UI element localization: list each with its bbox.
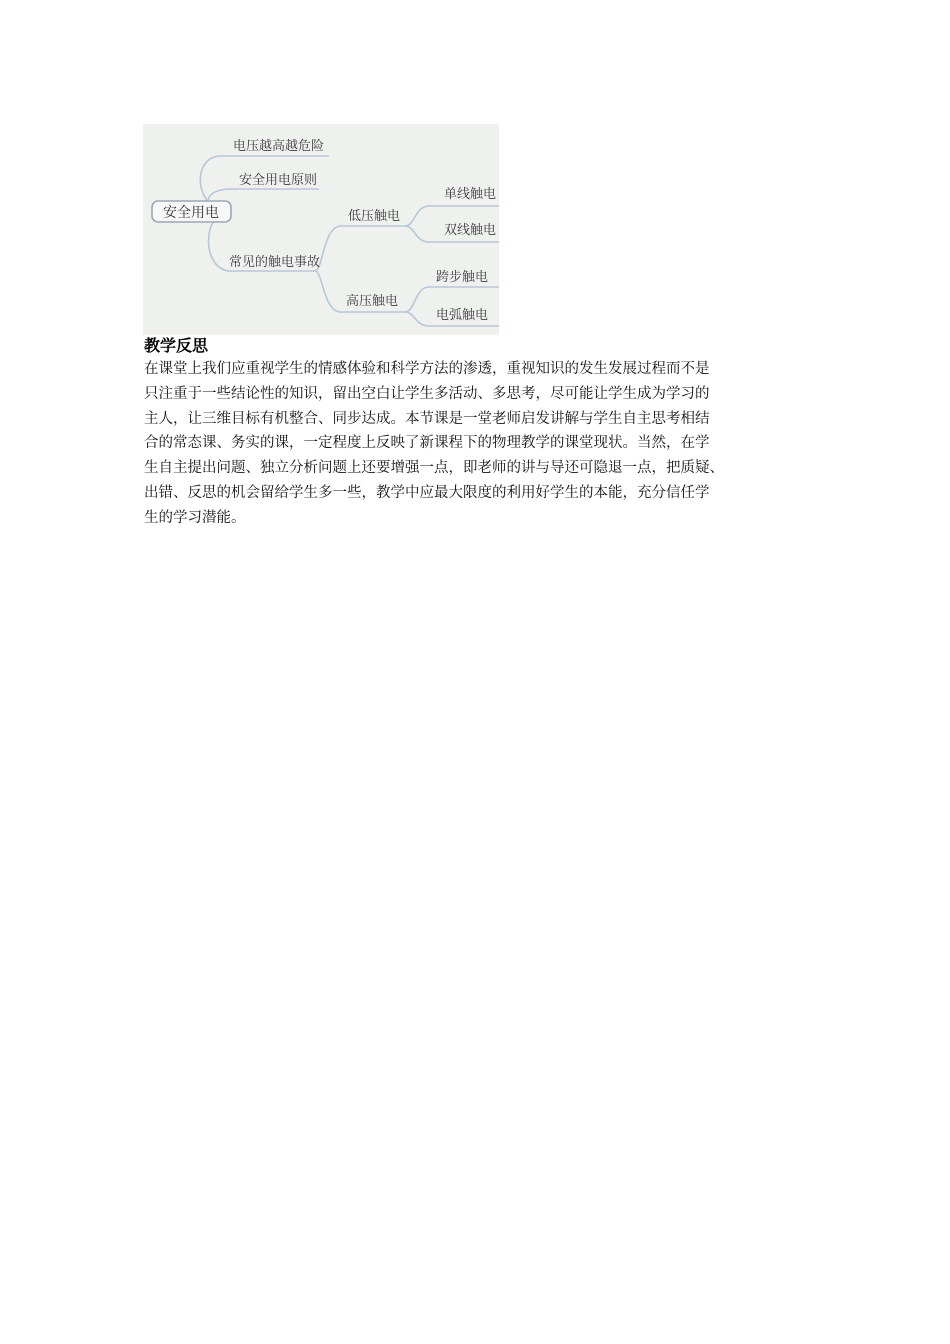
reflection-line: 出错、反思的机会留给学生多一些，教学中应最大限度的利用好学生的本能，充分信任学	[144, 484, 710, 501]
section-title-teaching-reflection: 教学反思	[144, 336, 209, 355]
reflection-line: 在课堂上我们应重视学生的情感体验和科学方法的渗透，重视知识的发生发展过程而不是	[144, 361, 710, 377]
mind-map-branch-high-voltage-danger: 电压越高越危险	[233, 139, 325, 154]
mind-map-image	[143, 124, 499, 335]
mind-map-node-high-voltage: 高压触电	[346, 294, 399, 309]
mind-map-leaf-step-voltage: 跨步触电	[436, 270, 489, 285]
reflection-line: 合的常态课、务实的课，一定程度上反映了新课程下的物理教学的课堂现状。当然，在学	[144, 435, 710, 452]
reflection-line: 生自主提出问题、独立分析问题上还要增强一点，即老师的讲与导还可隐退一点，把质疑、	[144, 460, 724, 477]
mind-map-leaf-double-wire: 双线触电	[444, 223, 497, 238]
mind-map-leaf-single-wire: 单线触电	[444, 187, 497, 202]
mind-map-root: 安全用电	[163, 205, 219, 221]
teaching-reflection-paragraph	[144, 357, 820, 531]
connector-accidents-low	[315, 226, 405, 271]
mind-map-branch-common-accidents: 常见的触电事故	[229, 255, 321, 270]
mind-map-branch-safety-principles: 安全用电原则	[239, 173, 318, 188]
mind-map-leaf-arc: 电弧触电	[436, 308, 489, 323]
reflection-line: 生的学习潜能。	[144, 509, 246, 526]
mind-map-diagram	[143, 124, 499, 335]
reflection-line: 只注重于一些结论性的知识，留出空白让学生多活动、多思考，尽可能让学生成为学习的	[144, 385, 710, 402]
mind-map-node-low-voltage: 低压触电	[348, 209, 401, 224]
reflection-line: 主人，让三维目标有机整合、同步达成。本节课是一堂老师启发讲解与学生自主思考相结	[144, 410, 710, 427]
